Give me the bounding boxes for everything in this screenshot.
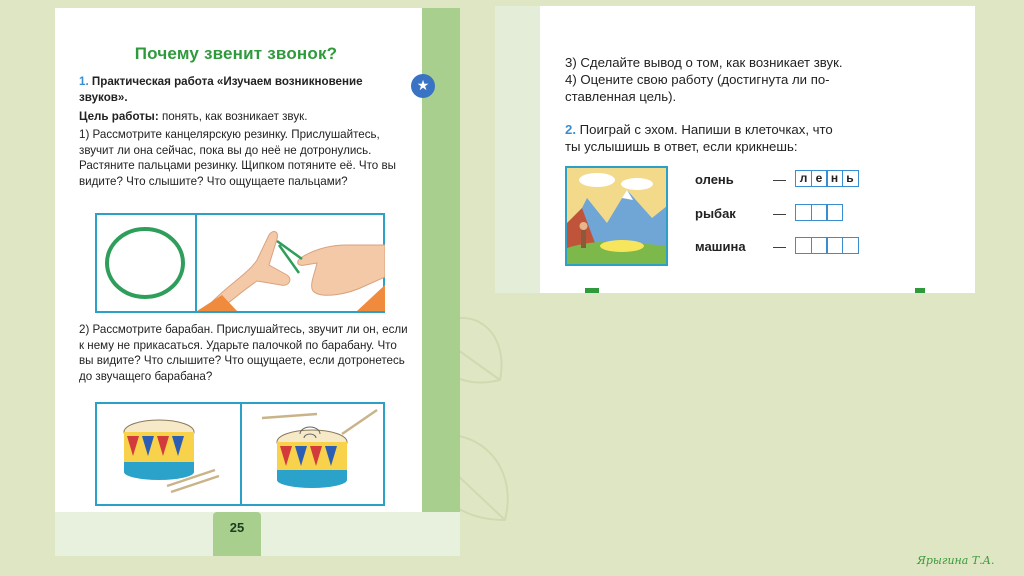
goal-text: понять, как возникает звук.: [161, 110, 308, 123]
drum-illustration: [95, 402, 385, 506]
author-signature: Ярыгина Т.А.: [917, 554, 995, 567]
answer-cells: [795, 237, 857, 254]
echo-word-row: [695, 206, 786, 221]
echo-word: машина: [695, 239, 746, 254]
answer-cell[interactable]: л: [795, 170, 812, 187]
task1-step3: 3) Сделайте вывод о том, как возникает звук.: [565, 55, 843, 70]
answer-cell[interactable]: [795, 237, 812, 254]
task2-line2: ты услышишь в ответ, если крикнешь:: [565, 139, 798, 154]
echo-mountain-illustration: [565, 166, 668, 266]
textbook-page-left: [55, 8, 460, 556]
task2-number: 2.: [565, 122, 576, 137]
answer-cell[interactable]: ь: [842, 170, 859, 187]
textbook-page-right: [495, 6, 975, 293]
rubber-band-image: [97, 215, 193, 311]
hands-stretching-band-image: [197, 215, 385, 311]
drum-being-struck-image: [242, 404, 385, 504]
answer-cell[interactable]: н: [826, 170, 843, 187]
answer-cells: [795, 204, 842, 221]
mountain-landscape-image: [567, 168, 667, 265]
answer-cell[interactable]: [826, 204, 843, 221]
echo-word: рыбак: [695, 206, 736, 221]
drum-image: [97, 404, 240, 504]
echo-word-row: [695, 171, 854, 187]
page-number: 25: [229, 520, 245, 535]
dash: —: [773, 206, 786, 221]
cropped-title-fragment: [585, 288, 965, 293]
answer-cell[interactable]: е: [811, 170, 828, 187]
dash: —: [773, 239, 786, 254]
task1-heading-text: Практическая работа «Изучаем возникновение звуков».: [79, 75, 363, 104]
answer-cell[interactable]: [826, 237, 843, 254]
task2-heading: [565, 121, 950, 138]
answer-cell[interactable]: [811, 204, 828, 221]
echo-word-row: [695, 239, 786, 254]
page-number-tab: [213, 512, 261, 556]
task2-line1: Поиграй с эхом. Напиши в клеточках, что: [579, 122, 833, 137]
rubber-band-illustration: [95, 213, 385, 313]
answer-cell[interactable]: [842, 237, 859, 254]
echo-word: олень: [695, 172, 734, 187]
task1-step2: 2) Рассмотрите барабан. Прислушайтесь, звучит ли он, если к нему не прикасаться. Ударьте палочкой по барабану. Что вы видите? Что слышите? Что ощущаете, если дотронетесь до звучащего барабана?: [79, 323, 408, 383]
task1-step4-line1: 4) Оцените свою работу (достигнута ли по-: [565, 72, 830, 87]
page-title: Почему звенит звонок?: [134, 44, 338, 63]
answer-cell[interactable]: [811, 237, 828, 254]
task1-step4-line2: ставленная цель).: [565, 89, 677, 104]
star-icon: ★: [411, 74, 435, 98]
task1-heading: [79, 74, 409, 105]
goal-label: Цель работы:: [79, 110, 159, 123]
goal-line: [79, 109, 409, 125]
page-side-strip: [495, 6, 540, 293]
answer-cells: [795, 170, 857, 187]
answer-cell[interactable]: [795, 204, 812, 221]
task1-step1: 1) Рассмотрите канцелярскую резинку. Прислушайтесь, звучит ли она сейчас, пока вы до неё не дотронулись. Растяните пальцами резинку. Щипком потяните её. Что вы видите? Что слышите? Что ощущаете пальцами?: [79, 128, 396, 188]
task1-number: 1.: [79, 75, 89, 88]
dash: —: [773, 172, 786, 187]
